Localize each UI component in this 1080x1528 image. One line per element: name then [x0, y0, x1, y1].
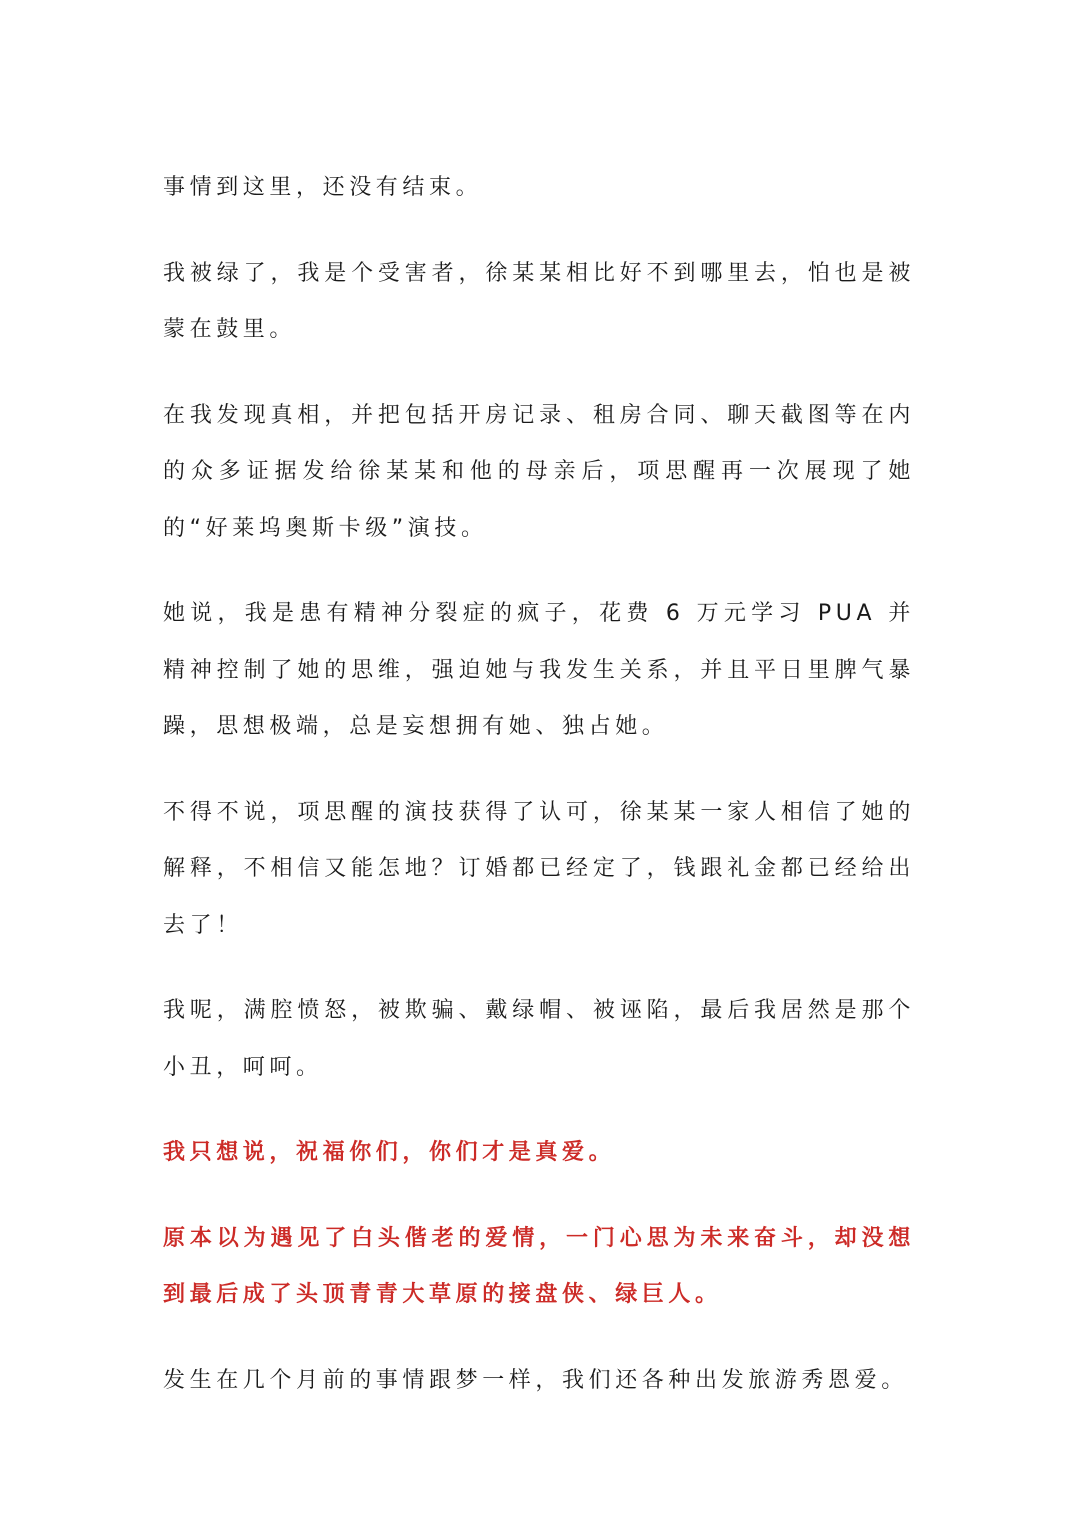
paragraph-6: 我呢，满腔愤怒，被欺骗、戴绿帽、被诬陷，最后我居然是那个小丑，呵呵。	[163, 998, 915, 1080]
paragraph-7: 发生在几个月前的事情跟梦一样，我们还各种出发旅游秀恩爱。	[163, 1367, 908, 1393]
highlighted-paragraph-1: 我只想说，祝福你们，你们才是真爱。	[163, 1140, 616, 1165]
paragraph-3: 在我发现真相，并把包括开房记录、租房合同、聊天截图等在内的众多证据发给徐某某和他的母亲后，项思醒再一次展现了她的“好莱坞奥斯卡级”演技。	[163, 402, 915, 541]
paragraph-4: 她说，我是患有精神分裂症的疯子，花费 6 万元学习 PUA 并精神控制了她的思维，强迫她与我发生关系，并且平日里脾气暴躁，思想极端，总是妄想拥有她、独占她。	[163, 601, 915, 739]
article-body	[163, 160, 915, 1438]
paragraph-5: 不得不说，项思醒的演技获得了认可，徐某某一家人相信了她的解释，不相信又能怎地？订婚都已经定了，钱跟礼金都已经给出去了！	[163, 799, 915, 938]
highlighted-paragraph-2: 原本以为遇见了白头偕老的爱情，一门心思为未来奋斗，却没想到最后成了头顶青青大草原的接盘侠、绿巨人。	[163, 1225, 915, 1307]
paragraph-2: 我被绿了，我是个受害者，徐某某相比好不到哪里去，怕也是被蒙在鼓里。	[163, 260, 915, 342]
paragraph-1: 事情到这里，还没有结束。	[163, 175, 483, 200]
